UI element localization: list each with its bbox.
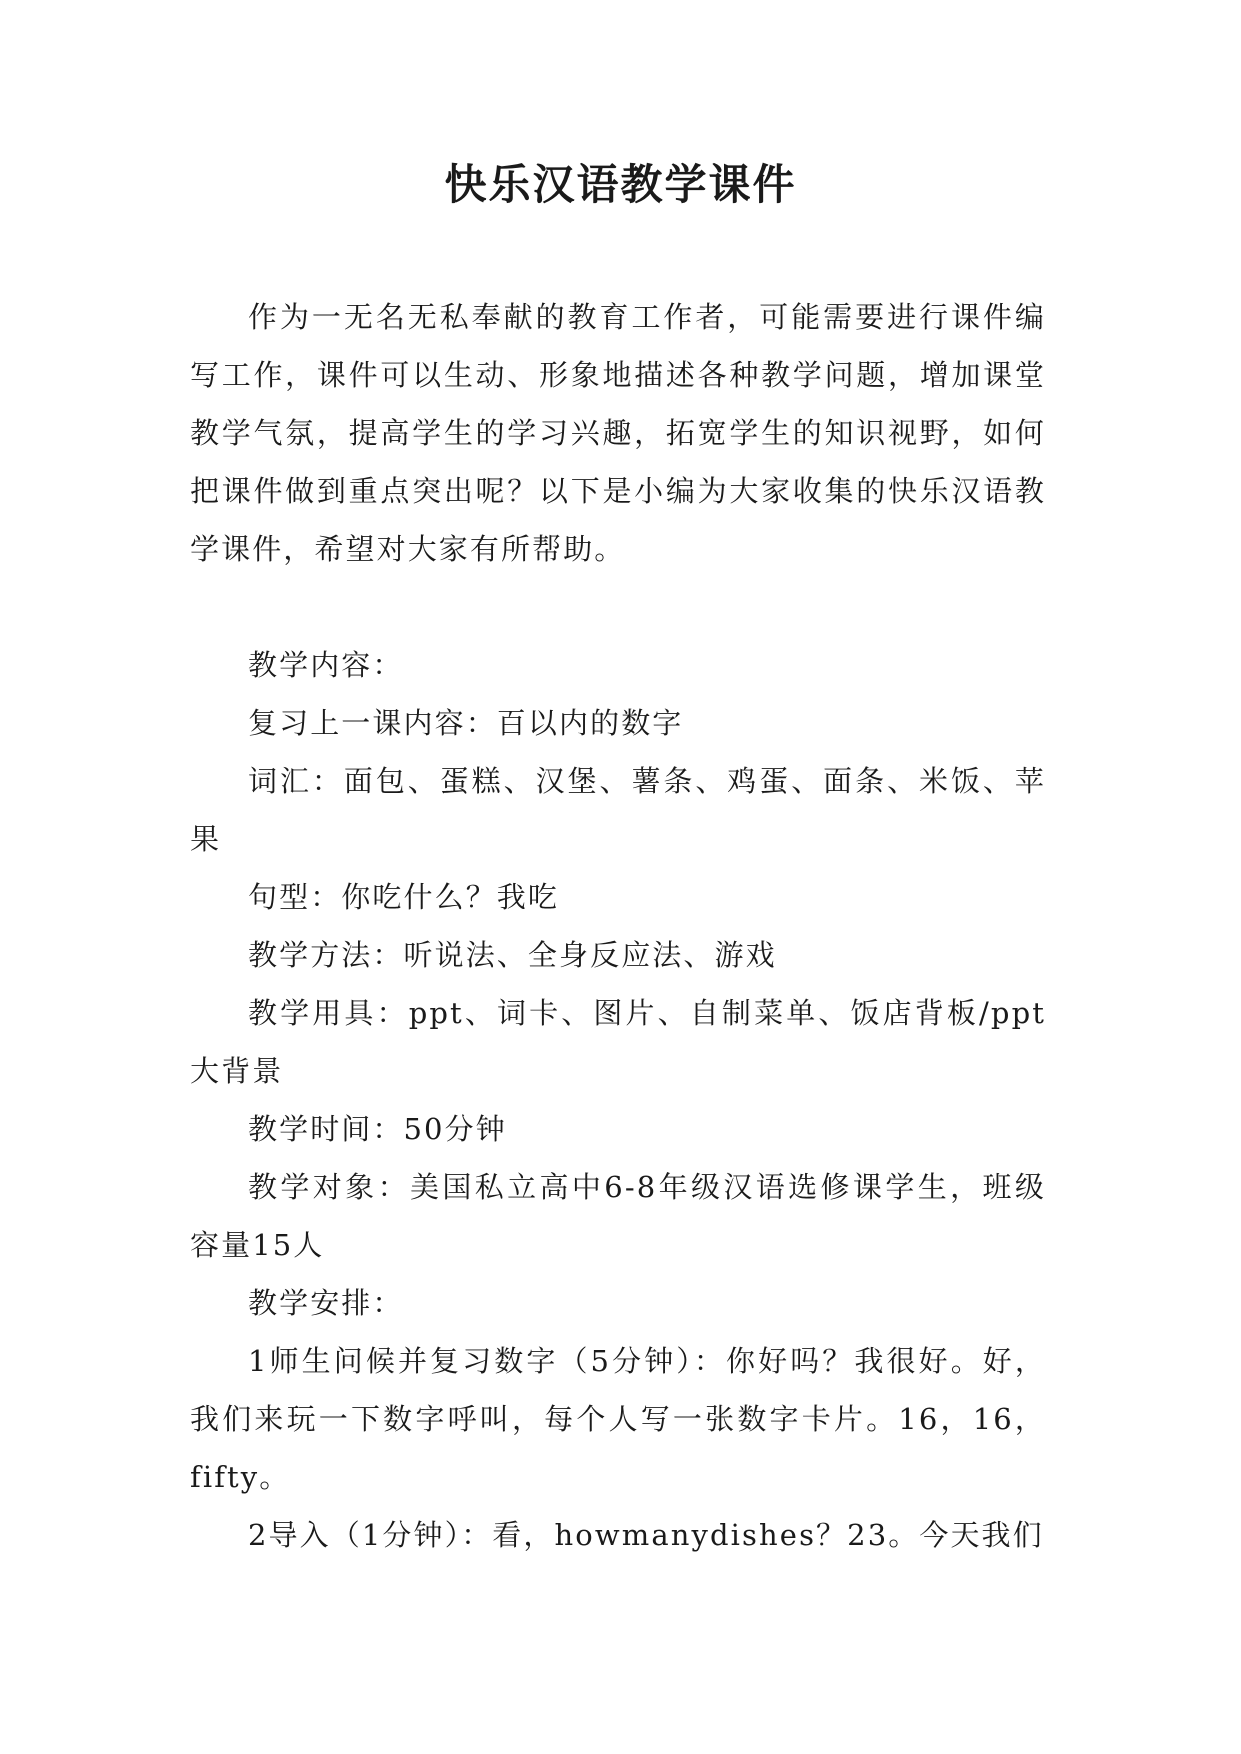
paragraph-sentence-pattern: 句型：你吃什么？我吃 (248, 880, 560, 914)
paragraph-review: 复习上一课内容：百以内的数字 (248, 706, 684, 740)
paragraph-teaching-method: 教学方法：听说法、全身反应法、游戏 (248, 938, 777, 972)
page-title: 快乐汉语教学课件 (444, 160, 797, 209)
paragraph-gap (190, 578, 1046, 636)
paragraph-vocabulary: 词汇：面包、蛋糕、汉堡、薯条、鸡蛋、面条、米饭、苹果 (190, 764, 1046, 856)
intro-paragraph: 作为一无名无私奉献的教育工作者，可能需要进行课件编写工作，课件可以生动、形象地描述各种教学问题，增加课堂教学气氛，提高学生的学习兴趣，拓宽学生的知识视野，如何把课件做到重点突出呢？以下是小编为大家收集的快乐汉语教学课件，希望对大家有所帮助。 (190, 300, 1046, 566)
paragraph-step-2: 2导入（1分钟）：看，howmanydishes？23。今天我们 (248, 1518, 1044, 1552)
paragraph-teaching-time: 教学时间：50分钟 (248, 1112, 507, 1146)
paragraph-teaching-target: 教学对象：美国私立高中6-8年级汉语选修课学生，班级容量15人 (190, 1170, 1046, 1262)
paragraph-teaching-tools: 教学用具：ppt、词卡、图片、自制菜单、饭店背板/ppt大背景 (190, 996, 1046, 1088)
paragraph-step-1: 1师生问候并复习数字（5分钟）：你好吗？我很好。好，我们来玩一下数字呼叫，每个人写一张数字卡片。16，16，fifty。 (190, 1344, 1046, 1494)
paragraph-teaching-content: 教学内容： (248, 648, 404, 682)
document-body (190, 288, 1046, 1564)
paragraph-teaching-arrangement: 教学安排： (248, 1286, 404, 1320)
